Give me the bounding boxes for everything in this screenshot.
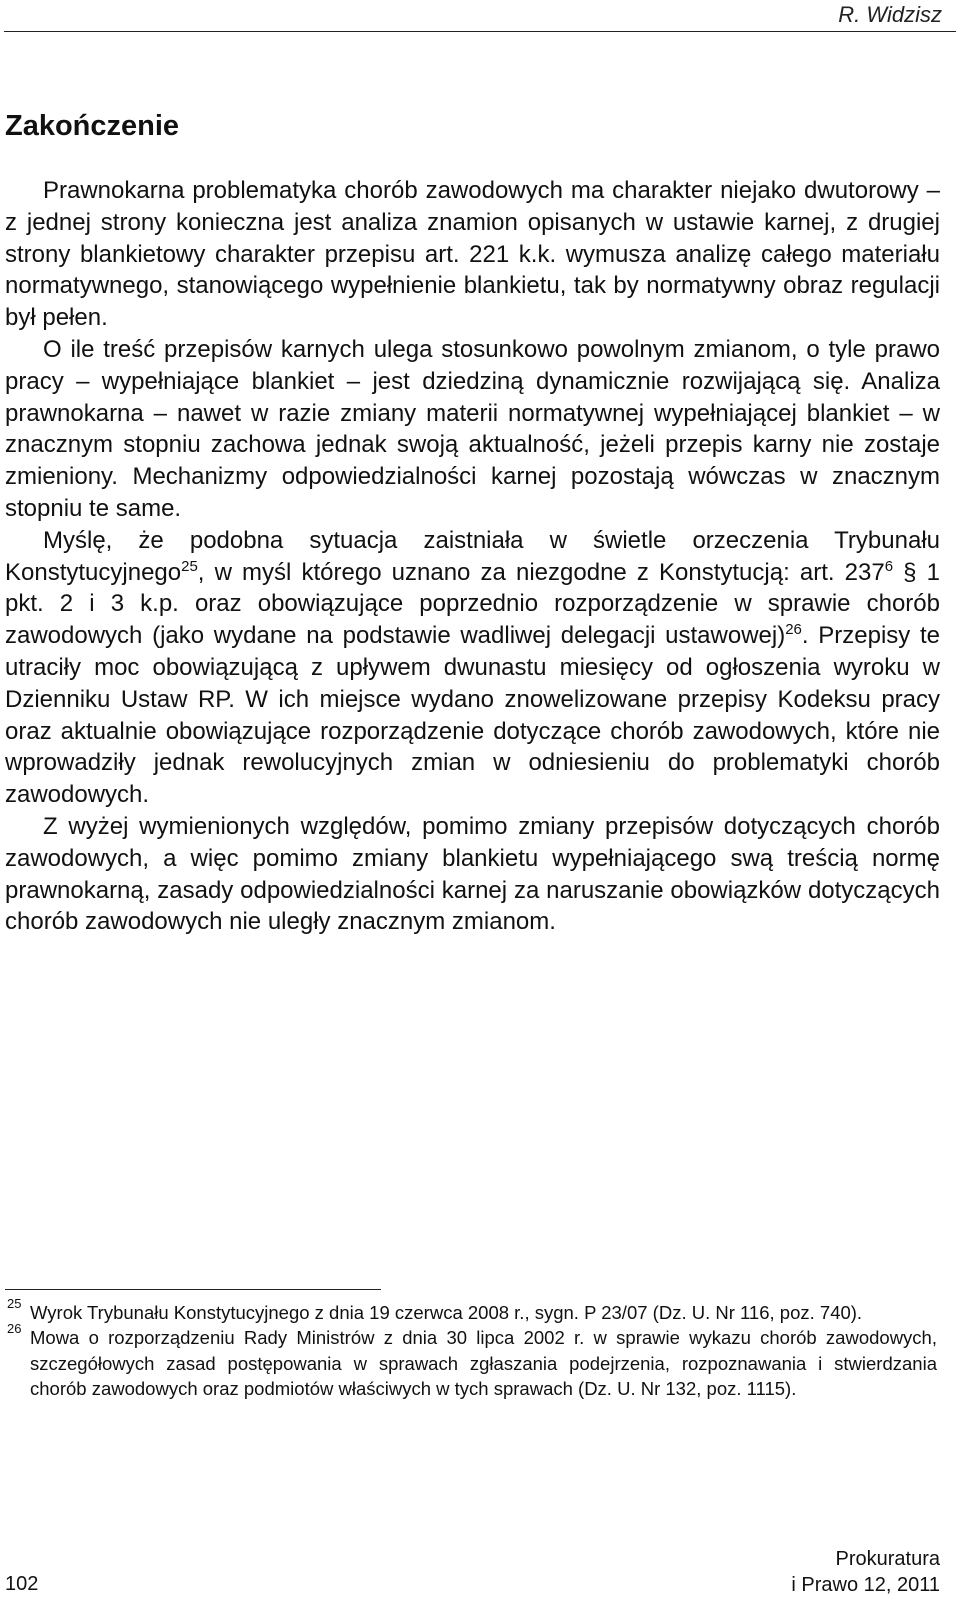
- paragraph: [5, 525, 940, 811]
- section-title: Zakończenie: [5, 110, 180, 142]
- footnote-separator: [5, 1289, 381, 1290]
- paragraph-text: Z wyżej wymienionych względów, pomimo zmiany przepisów dotyczących chorób zawodowych, a więc pomimo zmiany blankietu wypełniającego swą treścią normę prawnokarną, zasady odpowiedzialności karnej za naruszanie obowiązków dotyczących chorób zawodowych nie uległy znacznym zmianom.: [5, 812, 940, 936]
- footnote-text: Mowa o rozporządzeniu Rady Ministrów z dnia 30 lipca 2002 r. w sprawie wykazu chorób zawodowych, szczegółowych zasad postępowania w sprawach zgłaszania podejrzenia, rozpoznawania i stwierdzania chorób zawodowych oraz podmiotów właściwych w tych sprawach (Dz. U. Nr 132, poz. 1115).: [30, 1327, 937, 1400]
- footnote-number: 26: [7, 1321, 22, 1337]
- footnote-reference: 25: [181, 557, 198, 575]
- footnote-text: Wyrok Trybunału Konstytucyjnego z dnia 19 czerwca 2008 r., sygn. P 23/07 (Dz. U. Nr 116, poz. 740).: [30, 1302, 863, 1323]
- body-text: [5, 175, 940, 938]
- paragraph-text: § 1 pkt. 2 i 3 k.p. oraz obowiązujące poprzednio rozporządzenie w sprawie chorób zawodowych (jako wydane na podstawie wadliwej delegacji ustawowej): [5, 558, 941, 650]
- paragraph: [5, 175, 940, 334]
- footnote-number: 25: [7, 1296, 22, 1311]
- journal-line-1: Prokuratura: [835, 1548, 940, 1570]
- running-header-author: R. Widzisz: [838, 2, 942, 27]
- footnote: [5, 1321, 937, 1401]
- page-number: 102: [5, 1573, 39, 1595]
- paragraph: [5, 334, 940, 525]
- journal-name: [791, 1546, 940, 1598]
- header-rule: [4, 31, 956, 32]
- paragraph-text: Myślę, że podobna sytuacja zaistniała w świetle orzeczenia Trybunału Konstytucyjnego: [5, 526, 940, 586]
- article-superscript: 6: [884, 557, 894, 575]
- paragraph-text: Prawnokarna problematyka chorób zawodowych ma charakter niejako dwutorowy – z jednej strony konieczna jest analiza znamion opisanych w ustawie karnej, z drugiej strony blankietowy charakter przepisu art. 221 k.k. wymusza analizę całego materiału normatywnego, stanowiącego wypełnienie blankietu, tak by normatywny obraz regulacji był pełen.: [5, 177, 940, 332]
- paragraph-text: . Przepisy te utraciły moc obowiązującą z upływem dwunastu miesięcy od ogłoszenia wyroku w Dzienniku Ustaw RP. W ich miejsce wydano znowelizowane przepisy Kodeksu pracy oraz aktualnie obowiązujące rozporządzenie dotyczące chorób zawodowych, które nie wprowadziły jednak rewolucyjnych zmian w odniesieniu do problematyki chorób zawodowych.: [5, 622, 940, 809]
- footnote: [5, 1296, 937, 1325]
- journal-line-2: i Prawo 12, 2011: [791, 1574, 940, 1596]
- footnote-reference: 26: [785, 621, 802, 639]
- paragraph: [5, 811, 940, 938]
- paragraph-text: O ile treść przepisów karnych ulega stosunkowo powolnym zmianom, o tyle prawo pracy – wypełniające blankiet – jest dziedziną dynamicznie rozwijającą się. Analiza prawnokarna – nawet w razie zmiany materii normatywnej wypełniającej blankiet – w znacznym stopniu zachowa jednak swoją aktualność, jeżeli przepis karny nie zostaje zmieniony. Mechanizmy odpowiedzialności karnej pozostają wówczas w znacznym stopniu te same.: [5, 335, 940, 522]
- footnotes: [5, 1296, 937, 1402]
- paragraph-text: , w myśl którego uznano za niezgodne z Konstytucją: art. 237: [197, 558, 885, 586]
